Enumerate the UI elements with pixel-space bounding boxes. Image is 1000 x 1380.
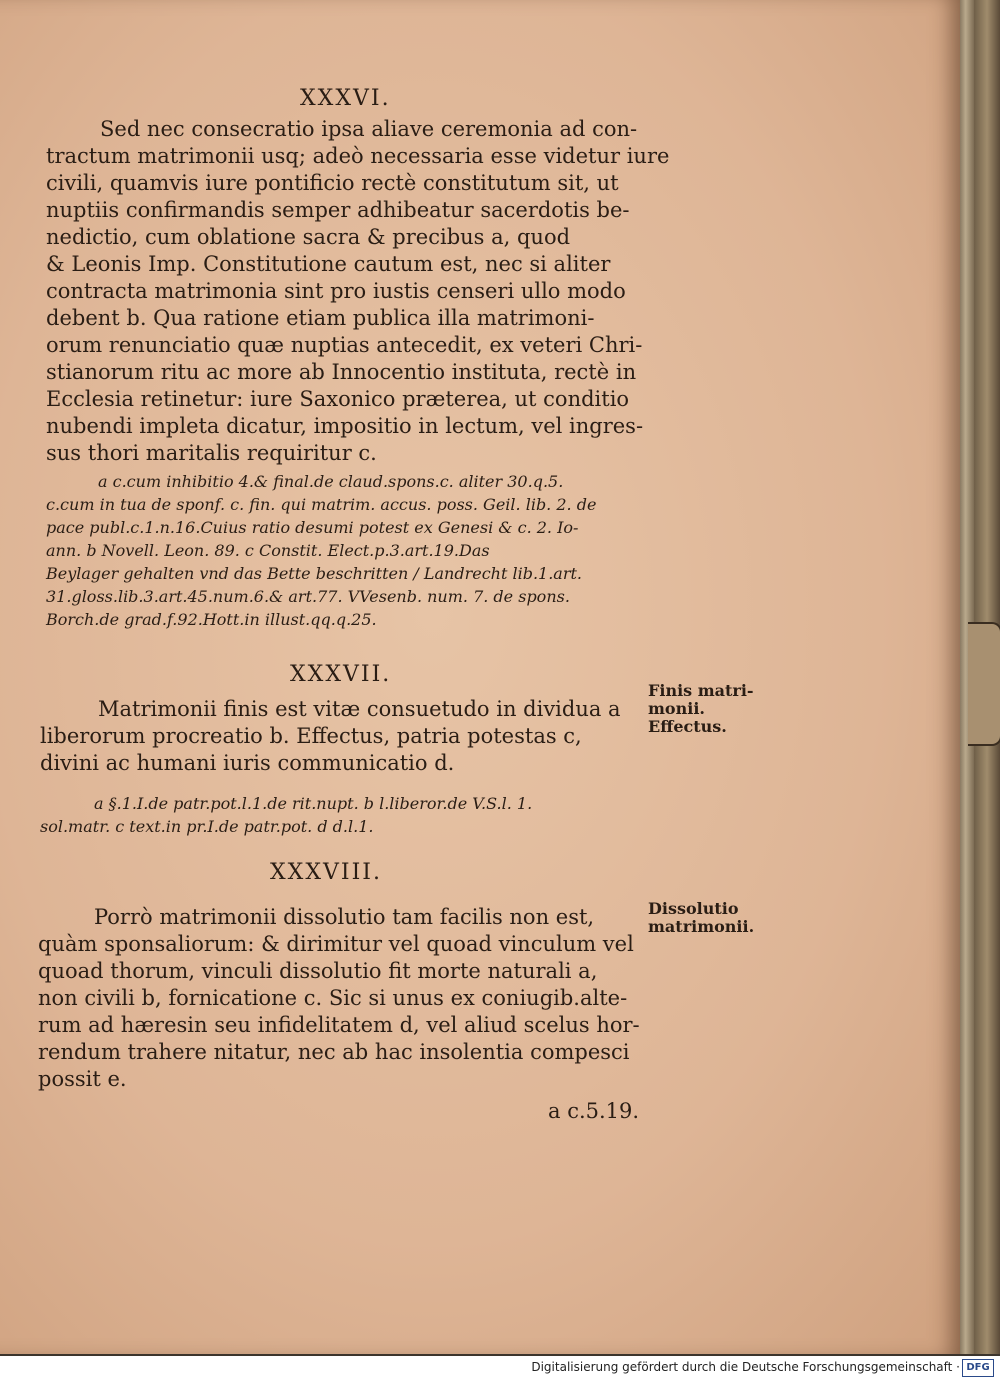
text-line: sus thori maritalis requiritur c. (46, 441, 377, 465)
section-36-body (46, 116, 669, 467)
text-line: possit e. (38, 1067, 127, 1091)
margin-line: monii. (648, 699, 705, 718)
text-line: quoad thorum, vinculi dissolutio fit morte naturali a, (38, 959, 598, 983)
section-36-footnotes (46, 470, 596, 631)
text-line: Sed nec consecratio ipsa aliave ceremonia ad con- (100, 117, 638, 141)
text-line: stianorum ritu ac more ab Innocentio instituta, rectè in (46, 360, 637, 384)
section-38-heading: XXXVIII. (270, 860, 382, 885)
section-37-footnotes (40, 792, 532, 838)
text-line: nubendi impleta dicatur, impositio in lectum, vel ingres- (46, 414, 644, 438)
margin-note-finis (648, 682, 754, 736)
section-38-body (38, 904, 640, 1093)
text-line: debent b. Qua ratione etiam publica illa matrimoni- (46, 306, 595, 330)
footnote-line: Beylager gehalten vnd das Bette beschritten / Landrecht lib.1.art. (46, 564, 583, 583)
text-line: tractum matrimonii usq; adeò necessaria esse videtur iure (46, 144, 670, 168)
margin-note-dissolutio (648, 900, 754, 936)
text-line: rum ad hæresin seu infidelitatem d, vel aliud scelus hor- (38, 1013, 640, 1037)
footnote-line: a c.cum inhibitio 4.& final.de claud.spons.c. aliter 30.q.5. (98, 472, 564, 491)
margin-line: Dissolutio (648, 899, 739, 918)
footnote-line: a §.1.I.de patr.pot.l.1.de rit.nupt. b l.liberor.de V.S.l. 1. (94, 794, 533, 813)
text-line: nedictio, cum oblatione sacra & precibus a, quod (46, 225, 571, 249)
bookmark-tab (968, 622, 1000, 746)
text-line: non civili b, fornicatione c. Sic si unus ex coniugib.alte- (38, 986, 628, 1010)
footer-credit: Digitalisierung gefördert durch die Deutsche Forschungsgemeinschaft · (531, 1360, 960, 1374)
margin-line: matrimonii. (648, 917, 755, 936)
footnote-line: Borch.de grad.f.92.Hott.in illust.qq.q.25. (46, 610, 377, 629)
digitization-footer (0, 1356, 1000, 1380)
footnote-line: sol.matr. c text.in pr.I.de patr.pot. d d.l.1. (40, 817, 374, 836)
section-37-heading: XXXVII. (290, 662, 392, 687)
text-line: quàm sponsaliorum: & dirimitur vel quoad vinculum vel (38, 932, 634, 956)
footnote-line: ann. b Novell. Leon. 89. c Constit. Elect.p.3.art.19.Das (46, 541, 490, 560)
text-line: contracta matrimonia sint pro iustis censeri ullo modo (46, 279, 626, 303)
text-line: divini ac humani iuris communicatio d. (40, 751, 455, 775)
text-line: civili, quamvis iure pontificio rectè constitutum sit, ut (46, 171, 619, 195)
text-line: orum renunciatio quæ nuptias antecedit, ex veteri Chri- (46, 333, 643, 357)
text-line: & Leonis Imp. Constitutione cautum est, nec si aliter (46, 252, 611, 276)
footnote-line: pace publ.c.1.n.16.Cuius ratio desumi potest ex Genesi & c. 2. Io- (46, 518, 579, 537)
section-36-heading: XXXVI. (300, 86, 391, 111)
text-line: rendum trahere nitatur, nec ab hac insolentia compesci (38, 1040, 630, 1064)
margin-line: Effectus. (648, 717, 727, 736)
footnote-line: 31.gloss.lib.3.art.45.num.6.& art.77. VVesenb. num. 7. de spons. (46, 587, 570, 606)
footnote-line: c.cum in tua de sponf. c. fin. qui matrim. accus. poss. Geil. lib. 2. de (46, 495, 597, 514)
dfg-logo: DFG (962, 1359, 994, 1377)
catchword: a c.5.19. (548, 1099, 640, 1123)
text-line: Porrò matrimonii dissolutio tam facilis non est, (94, 905, 595, 929)
margin-line: Finis matri- (648, 681, 754, 700)
text-line: Matrimonii finis est vitæ consuetudo in dividua a (98, 697, 621, 721)
text-line: Ecclesia retinetur: iure Saxonico præterea, ut conditio (46, 387, 630, 411)
text-line: liberorum procreatio b. Effectus, patria potestas c, (40, 724, 582, 748)
section-37-body (40, 696, 621, 777)
text-line: nuptiis confirmandis semper adhibeatur sacerdotis be- (46, 198, 630, 222)
